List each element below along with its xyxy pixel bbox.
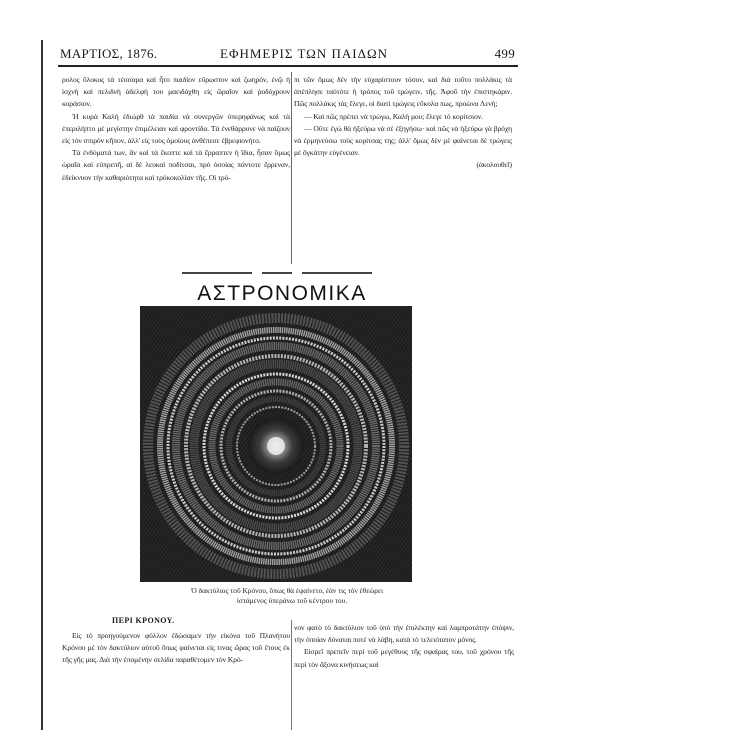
bottom-left-column: [62, 630, 290, 667]
header-rule: [58, 65, 518, 67]
caption-line-1: Ὁ δακτύλιος τοῦ Κρόνου, ὅπως θὰ ἐφαίνετο, ἐὰν τις τὸν ἐθεώρει: [190, 586, 384, 595]
article-sub-heading: ΠΕΡΙ ΚΡΟΝΟΥ.: [112, 616, 175, 625]
column-divider-bottom: [291, 620, 292, 730]
column-divider: [291, 72, 292, 264]
paragraph: — Οὕτε ἐγὼ θὰ ἠξεύρω νὰ σὲ ἐξηγήσω· καὶ πῶς νὰ ἠξεύρω γὰ βρόχη νὰ ἑρμηνεύσω τοὺς κορίτσας της; ἀλλ' ὅμως δὲν μὲ φαίνεται δὲ τρώγεις μὲ ὅγκάτην εὐγένειαν.: [294, 123, 512, 158]
paragraph: Εἰσρεῖ πρεπεῖν περὶ τοῦ μεγέθους τῆς σφαίρας του, τοῦ χρόνου τῆς περὶ τὸν ἄξονα κινήσεως καὶ: [294, 647, 514, 669]
page-header: [60, 46, 515, 64]
figure-caption: [142, 586, 432, 606]
paragraph: ρολος ὅλοκος τὰ τέσσαρα καὶ ἦτο παιδίον εὔρωστον καὶ ζωηρόν, ἐνῷ ἡ ἰσχνὴ καὶ πελιδνὴ ἀδελφή του μαειδάχθη εἰς ὥραῖον καὶ ῥοδόχρουν κοράσιον.: [62, 75, 290, 109]
paragraph: Εἰς τὸ προηγούμενον φύλλον ἐδώσαμεν τὴν εἰκόνα τοῦ Πλανήτου Κρόνου μὲ τὸν δακτύλιον αὐτοῦ ὅπως φαίνεται εἰς τινας ὥρας τοῦ ἔτους ἐκ τῆς γῆς μας. Διὰ τὴν ἐπομένην σελίδα παραθέτομεν τὸν Κρό-: [62, 631, 290, 665]
caption-line-2: ἱστάμενος ὑπεράνω τοῦ κέντρου του.: [236, 596, 348, 605]
bottom-right-column: [294, 622, 514, 671]
paragraph: — Καὶ πῶς πρέπει νὰ τρώγω, Καλὴ μου; ἔλεγε τὸ κορίτσιον.: [304, 111, 483, 121]
top-right-column: [294, 74, 512, 172]
section-title: ΑΣΤΡΟΝΟΜΙΚΑ: [197, 282, 367, 305]
paragraph: Τὰ ἐνδύματά των, ἂν καὶ τὰ ἔκοπτε καὶ τὰ ἔρραπτεν ἡ ἴδια, ἦσαν ὅμως ὡραῖα καὶ εὐπρεπῆ, αἱ δὲ λευκαὶ ποδίτσαι, πρὸ ὀσοίας πάντοτε ἔρρεναν, ἐδείκνυον τὴν καθαριότητα καὶ τρόκοκολίαν τῆς. Οἱ τρό-: [62, 148, 290, 182]
saturn-rings-illustration: [140, 306, 412, 582]
header-page-number: 499: [494, 46, 515, 61]
header-date: ΜΑΡΤΙΟΣ, 1876.: [60, 46, 158, 61]
paragraph: νον φατὸ τὸ δακτύλιον τοῦ ὑπὸ τὴν ἐπιλέκτην καὶ λαμπροτάτην ἐπόψιν, τὴν ὁποίαν δύναται ποτὲ νὰ λάβη, κατὰ τὸ τελειότατον μόνος.: [294, 623, 514, 645]
paragraph: Ἡ κυρὰ Καλὴ ἐδιώρθ τὰ παιδία νὰ συνεργῶν ὑπερηφάνως καὶ τὰ ἐπεριλήπτο μὲ μεγίστην ἐπιμέλειαν καὶ φροντίδα. Τὰ ἐνεθάρρυνε νὰ παίζουν εἰς τὸν σπιρὸν κῆπον, ἀλλ' εἰς τοὺς ὁμοίους ἀνθέπεσε ἐβρεφιονήτο.: [62, 111, 290, 146]
planet-core: [267, 437, 285, 455]
top-left-column: [62, 74, 290, 184]
paragraph: πι τῶν ὅμως δὲν τὴν εὐχαρίστουν τόσον, καὶ διὰ τοῦτο πολλάκις τὰ ἀπέπλησε ταὐτότε ἡ τρόπος τοῦ τρώγειν, τῆς. Ἀφοῦ τὴν ἐπιστηκάριν. Πῶς πολλάκις τὰς ἔλεγε, οἱ διατὶ τρώγεις εὔκολα πως, προώνα Λενή;: [294, 75, 512, 109]
continued-note: (ἀκολουθεῖ): [476, 160, 512, 170]
newspaper-page: [42, 38, 515, 738]
section-ornament: [182, 270, 372, 276]
header-title: ΕΦΗΜΕΡΙΣ ΤΩΝ ΠΑΙΔΩΝ: [220, 46, 388, 61]
saturn-rings-engraving: [140, 306, 412, 582]
